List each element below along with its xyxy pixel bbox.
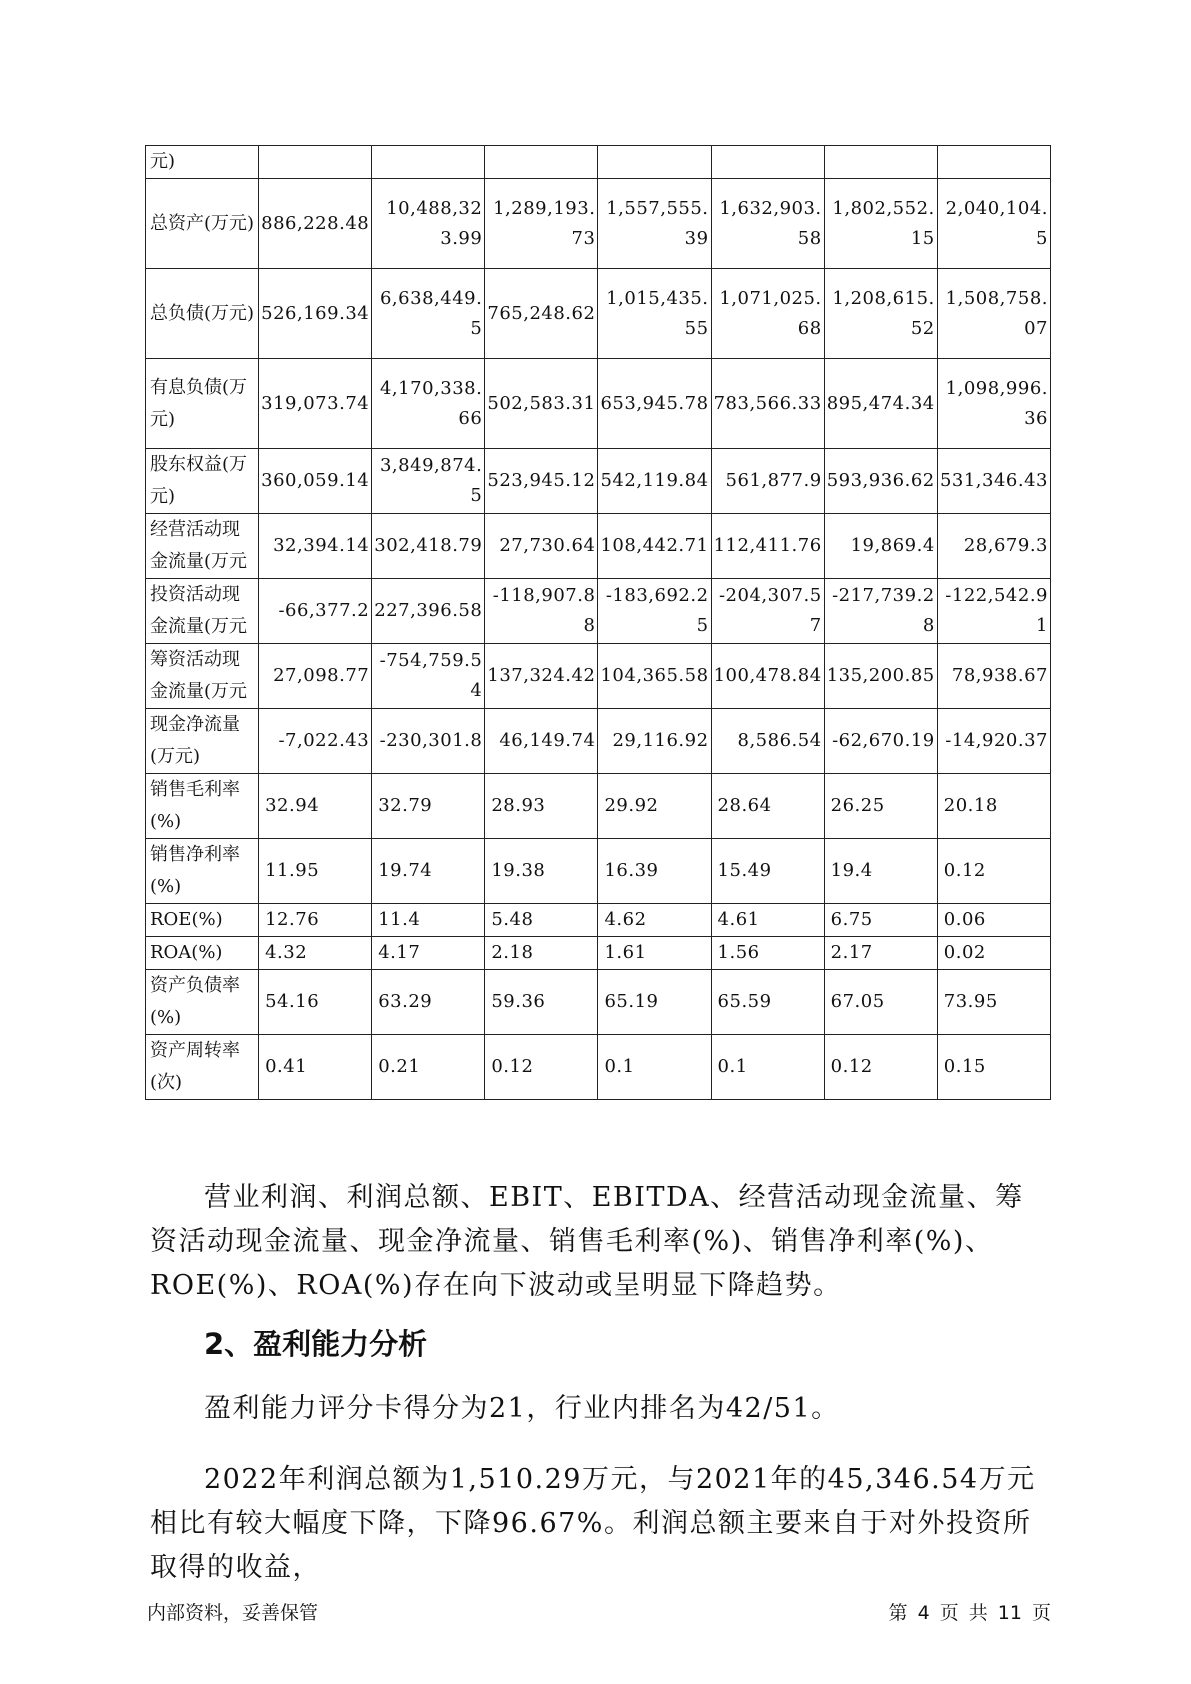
table-cell: 502,583.31 [485,359,598,449]
table-row [146,179,1051,269]
table-cell: 227,396.58 [372,579,485,644]
table-row [146,904,1051,937]
table-cell: 100,478.84 [711,644,824,709]
financial-table [145,145,1051,1100]
table-cell: -14,920.37 [937,709,1050,774]
row-label: 投资活动现金流量(万元 [146,579,259,644]
row-label: 销售毛利率(%) [146,774,259,839]
table-cell: 4.17 [372,937,485,970]
row-label: 总资产(万元) [146,179,259,269]
table-cell: 59.36 [485,970,598,1035]
table-row [146,709,1051,774]
table-cell: 11.4 [372,904,485,937]
table-cell: 1,508,758.07 [937,269,1050,359]
table-cell: 108,442.71 [598,514,711,579]
table-cell: 1.56 [711,937,824,970]
table-cell [259,146,372,179]
table-cell: 28.93 [485,774,598,839]
table-row [146,644,1051,709]
table-row [146,774,1051,839]
table-cell: 28,679.3 [937,514,1050,579]
table-cell: -66,377.2 [259,579,372,644]
table-cell: 2.18 [485,937,598,970]
table-cell: 65.19 [598,970,711,1035]
table-cell: 16.39 [598,839,711,904]
table-cell: 531,346.43 [937,449,1050,514]
table-cell: 4.61 [711,904,824,937]
table-cell: 10,488,323.99 [372,179,485,269]
table-cell: 302,418.79 [372,514,485,579]
table-cell: 27,098.77 [259,644,372,709]
table-cell: -754,759.54 [372,644,485,709]
row-label: ROA(%) [146,937,259,970]
table-cell: 1,071,025.68 [711,269,824,359]
table-cell: 112,411.76 [711,514,824,579]
table-cell: -217,739.28 [824,579,937,644]
table-cell: 29,116.92 [598,709,711,774]
table-cell: 19,869.4 [824,514,937,579]
table-row [146,359,1051,449]
table-cell: 1,289,193.73 [485,179,598,269]
table-cell: 67.05 [824,970,937,1035]
table-cell: 783,566.33 [711,359,824,449]
table-cell: 765,248.62 [485,269,598,359]
table-row [146,514,1051,579]
table-cell: 2,040,104.5 [937,179,1050,269]
table-cell: 360,059.14 [259,449,372,514]
table-cell: 29.92 [598,774,711,839]
table-cell: 4,170,338.66 [372,359,485,449]
table-cell: 137,324.42 [485,644,598,709]
table-cell: 6.75 [824,904,937,937]
table-cell: 1.61 [598,937,711,970]
table-cell: 0.02 [937,937,1050,970]
table-cell: 895,474.34 [824,359,937,449]
table-cell: 319,073.74 [259,359,372,449]
table-cell: 1,632,903.58 [711,179,824,269]
row-label: 资产周转率(次) [146,1035,259,1100]
table-cell: 73.95 [937,970,1050,1035]
row-label: 总负债(万元) [146,269,259,359]
row-label: 股东权益(万元) [146,449,259,514]
table-cell [598,146,711,179]
table-cell: 32.79 [372,774,485,839]
table-row [146,579,1051,644]
table-cell: 65.59 [711,970,824,1035]
table-cell: 11.95 [259,839,372,904]
table-cell: 0.1 [598,1035,711,1100]
financial-table-body [146,146,1051,1100]
section-heading: 2、盈利能力分析 [204,1327,428,1361]
table-cell [937,146,1050,179]
table-cell: -230,301.8 [372,709,485,774]
row-label: 经营活动现金流量(万元 [146,514,259,579]
table-cell: 886,228.48 [259,179,372,269]
table-cell: 19.74 [372,839,485,904]
table-cell: 78,938.67 [937,644,1050,709]
table-cell: 1,015,435.55 [598,269,711,359]
table-cell: 104,365.58 [598,644,711,709]
table-cell: -7,022.43 [259,709,372,774]
table-cell: -118,907.88 [485,579,598,644]
table-cell: 6,638,449.5 [372,269,485,359]
table-cell: 20.18 [937,774,1050,839]
table-cell: 0.41 [259,1035,372,1100]
table-cell: 27,730.64 [485,514,598,579]
table-cell: 1,098,996.36 [937,359,1050,449]
table-cell: 8,586.54 [711,709,824,774]
table-cell: 1,208,615.52 [824,269,937,359]
table-cell: 4.62 [598,904,711,937]
table-cell: 526,169.34 [259,269,372,359]
table-cell: 12.76 [259,904,372,937]
table-cell: 1,802,552.15 [824,179,937,269]
table-row [146,970,1051,1035]
table-cell: -183,692.25 [598,579,711,644]
table-cell: 0.12 [937,839,1050,904]
table-cell: 0.1 [711,1035,824,1100]
table-cell: 593,936.62 [824,449,937,514]
table-row [146,937,1051,970]
table-cell: 523,945.12 [485,449,598,514]
table-cell [824,146,937,179]
table-cell: 32.94 [259,774,372,839]
table-cell: 4.32 [259,937,372,970]
table-cell: 0.12 [824,1035,937,1100]
table-row [146,839,1051,904]
table-cell: 5.48 [485,904,598,937]
table-cell: 0.12 [485,1035,598,1100]
table-cell: 28.64 [711,774,824,839]
row-label: 销售净利率(%) [146,839,259,904]
table-cell: 26.25 [824,774,937,839]
table-cell: 0.15 [937,1035,1050,1100]
footer-confidential-note: 内部资料，妥善保管 [147,1602,319,1624]
row-label: 元) [146,146,259,179]
table-cell: 1,557,555.39 [598,179,711,269]
table-cell: -122,542.91 [937,579,1050,644]
table-cell: 135,200.85 [824,644,937,709]
row-label: ROE(%) [146,904,259,937]
table-cell: 2.17 [824,937,937,970]
table-cell: 63.29 [372,970,485,1035]
table-cell: -204,307.57 [711,579,824,644]
table-cell: 0.21 [372,1035,485,1100]
table-cell: 15.49 [711,839,824,904]
table-cell: 0.06 [937,904,1050,937]
table-row [146,269,1051,359]
table-cell: 542,119.84 [598,449,711,514]
row-label: 有息负债(万元) [146,359,259,449]
row-label: 资产负债率(%) [146,970,259,1035]
table-cell: 19.4 [824,839,937,904]
table-row [146,146,1051,179]
table-row [146,1035,1051,1100]
row-label: 筹资活动现金流量(万元 [146,644,259,709]
paragraph-scorecard: 盈利能力评分卡得分为21，行业内排名为42/51。 [204,1393,840,1424]
table-cell: 32,394.14 [259,514,372,579]
table-cell: -62,670.19 [824,709,937,774]
row-label: 现金净流量(万元) [146,709,259,774]
paragraph-trend-summary: 营业利润、利润总额、EBIT、EBITDA、经营活动现金流量、筹资活动现金流量、现金净流量、销售毛利率(%)、销售净利率(%)、ROE(%)、ROA(%)存在向下波动或呈明显下降趋势。 [150,1182,1024,1301]
table-cell: 19.38 [485,839,598,904]
paragraph-profit: 2022年利润总额为1,510.29万元，与2021年的45,346.54万元相比有较大幅度下降，下降96.67%。利润总额主要来自于对外投资所取得的收益， [150,1464,1036,1583]
table-cell: 46,149.74 [485,709,598,774]
table-cell [372,146,485,179]
table-cell: 3,849,874.5 [372,449,485,514]
footer-page-number: 第 4 页 共 11 页 [888,1602,1051,1624]
table-cell: 54.16 [259,970,372,1035]
table-row [146,449,1051,514]
table-cell [711,146,824,179]
table-cell: 561,877.9 [711,449,824,514]
table-cell: 653,945.78 [598,359,711,449]
table-cell [485,146,598,179]
